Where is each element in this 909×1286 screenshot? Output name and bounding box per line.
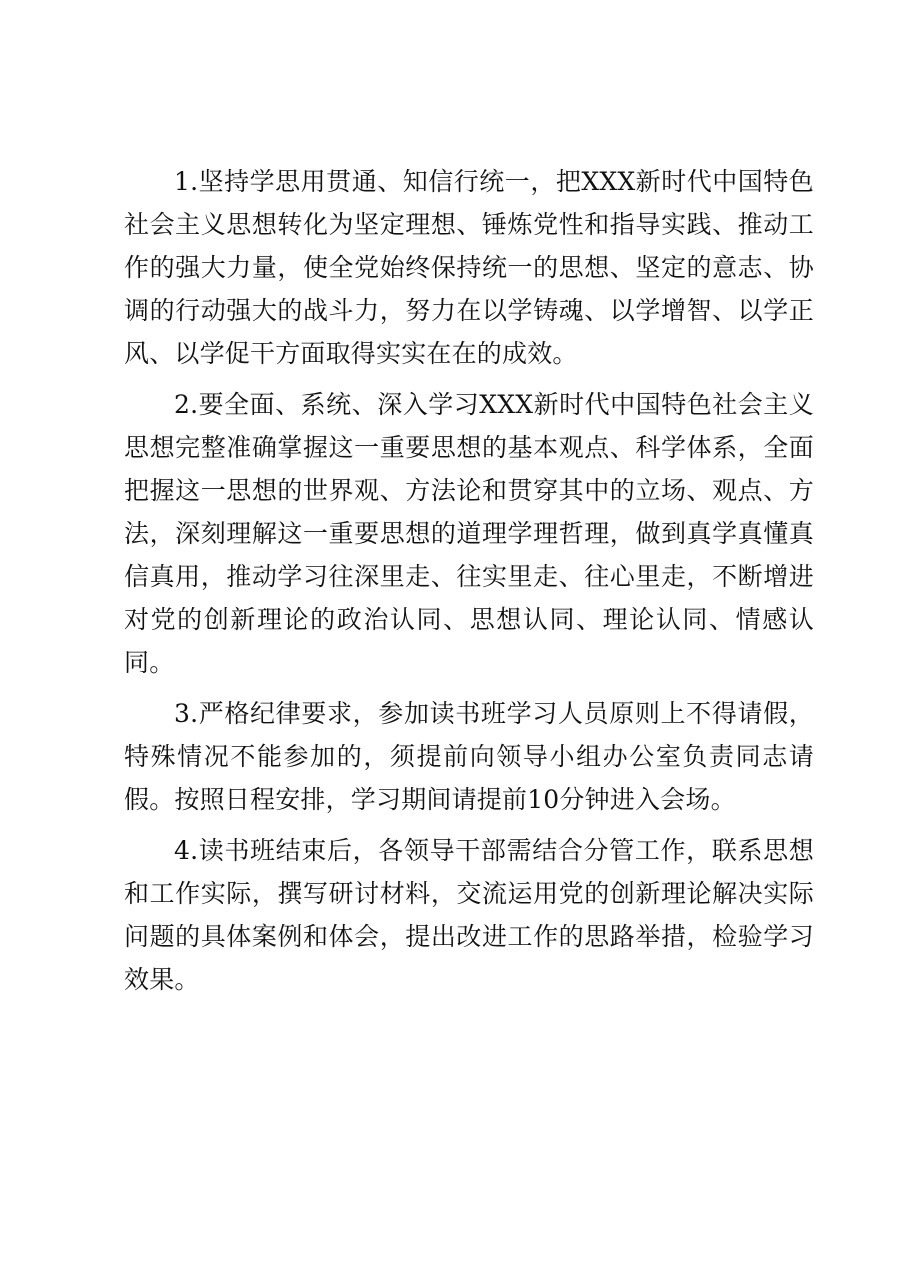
paragraph-1 xyxy=(124,160,814,375)
paragraph-3 xyxy=(124,692,814,821)
paragraph-2 xyxy=(124,383,814,684)
paragraph-4-text: 4.读书班结束后，各领导干部需结合分管工作，联系思想和工作实际，撰写研讨材料，交流运用党的创新理论解决实际问题的具体案例和体会，提出改进工作的思路举措，检验学习效果。 xyxy=(124,836,814,994)
paragraph-1-text: 1.坚持学思用贯通、知信行统一，把XXX新时代中国特色社会主义思想转化为坚定理想、锤炼党性和指导实践、推动工作的强大力量，使全党始终保持统一的思想、坚定的意志、协调的行动强大的战斗力，努力在以学铸魂、以学增智、以学正风、以学促干方面取得实实在在的成效。 xyxy=(124,167,814,368)
paragraph-4 xyxy=(124,829,814,1001)
paragraph-2-text: 2.要全面、系统、深入学习XXX新时代中国特色社会主义思想完整准确掌握这一重要思想的基本观点、科学体系，全面把握这一思想的世界观、方法论和贯穿其中的立场、观点、方法，深刻理解这一重要思想的道理学理哲理，做到真学真懂真信真用，推动学习往深里走、往实里走、往心里走，不断增进对党的创新理论的政治认同、思想认同、理论认同、情感认同。 xyxy=(124,390,814,677)
paragraph-3-text: 3.严格纪律要求，参加读书班学习人员原则上不得请假，特殊情况不能参加的，须提前向领导小组办公室负责同志请假。按照日程安排，学习期间请提前10分钟进入会场。 xyxy=(124,699,814,814)
document-body xyxy=(124,160,814,1009)
